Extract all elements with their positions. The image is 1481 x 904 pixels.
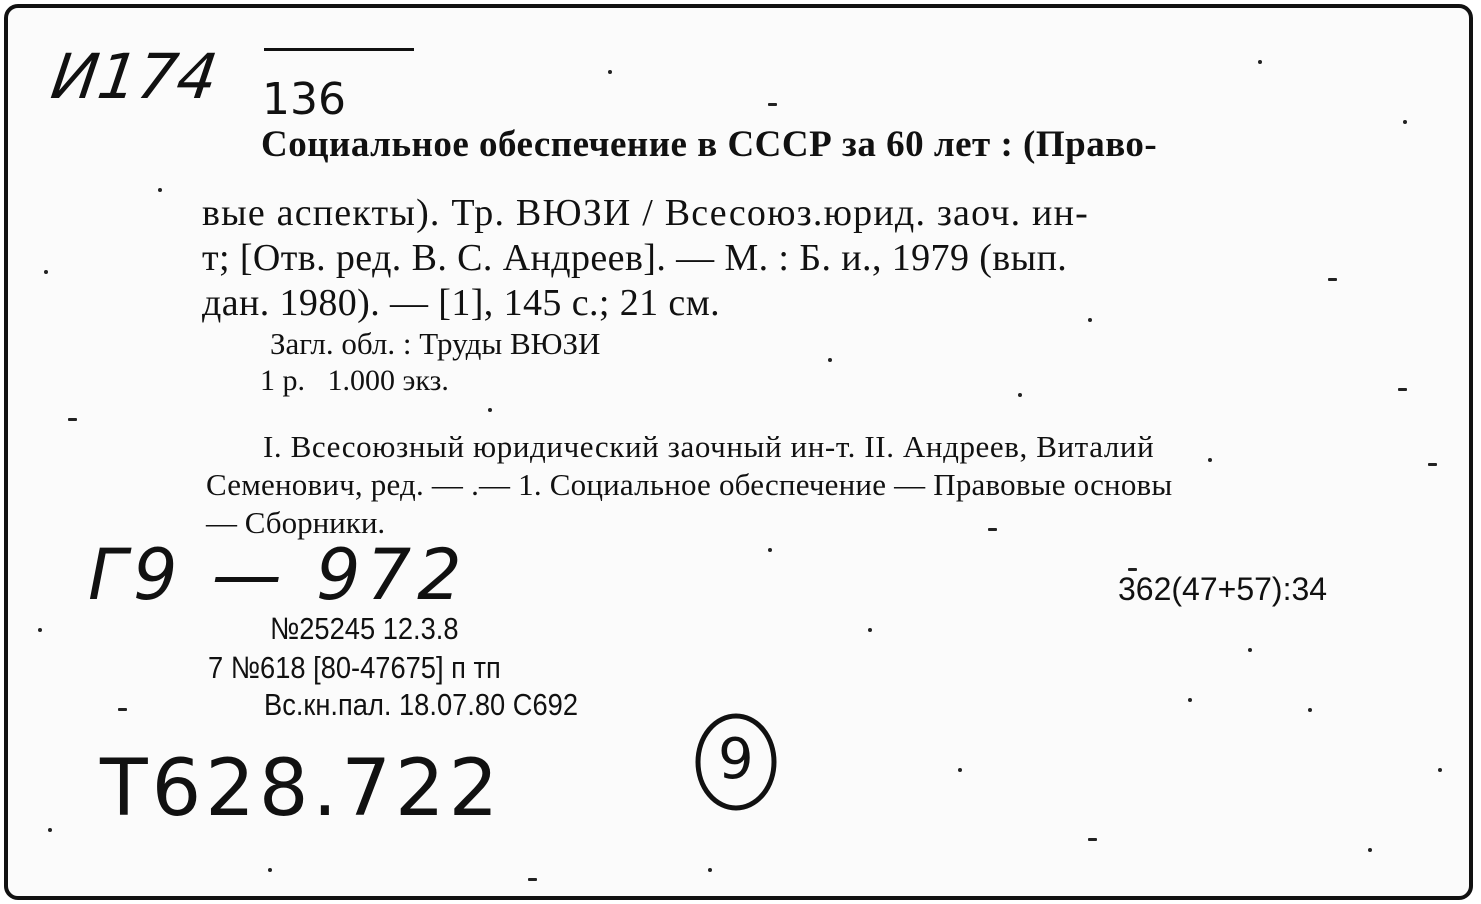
handwritten-catalog-number: Т628.722	[100, 744, 503, 834]
shelf-mark-overline	[264, 48, 414, 51]
note-price-copies: 1 р. 1.000 экз.	[260, 364, 449, 397]
tracing-line-3: — Сборники.	[206, 505, 386, 540]
shelf-mark-sub: 136	[262, 74, 346, 125]
tracing-line-1: I. Всесоюзный юридический заочный ин-т. II. Андреев, Виталий	[263, 429, 1155, 464]
shelf-mark: И174	[46, 40, 222, 113]
imprint-line-2: 7 №618 [80-47675] п тп	[208, 650, 501, 685]
circle-mark-digit: 9	[718, 727, 754, 792]
handwritten-circle-mark	[692, 712, 780, 816]
title-line-1: Социальное обеспечение в СССР за 60 лет : (Право-	[261, 124, 1158, 165]
tracing-line-2: Семенович, ред. — .— 1. Социальное обеспечение — Правовые основы	[206, 467, 1173, 502]
handwritten-inventory-code: Г9 — 972	[88, 534, 468, 616]
imprint-line-3: Вс.кн.пал. 18.07.80 С692	[264, 687, 579, 722]
classification-code: 362(47+57):34	[1118, 571, 1328, 607]
catalog-card	[4, 4, 1473, 900]
title-line-4: дан. 1980). — [1], 145 с.; 21 см.	[202, 282, 721, 324]
title-line-2: вые аспекты). Тр. ВЮЗИ / Всесоюз.юрид. заоч. ин-	[202, 192, 1089, 234]
note-cover-title: Загл. обл. : Труды ВЮЗИ	[270, 326, 601, 361]
imprint-line-1: №25245 12.3.8	[270, 611, 459, 646]
title-line-3: т; [Отв. ред. В. С. Андреев]. — М. : Б. и., 1979 (вып.	[202, 237, 1068, 279]
